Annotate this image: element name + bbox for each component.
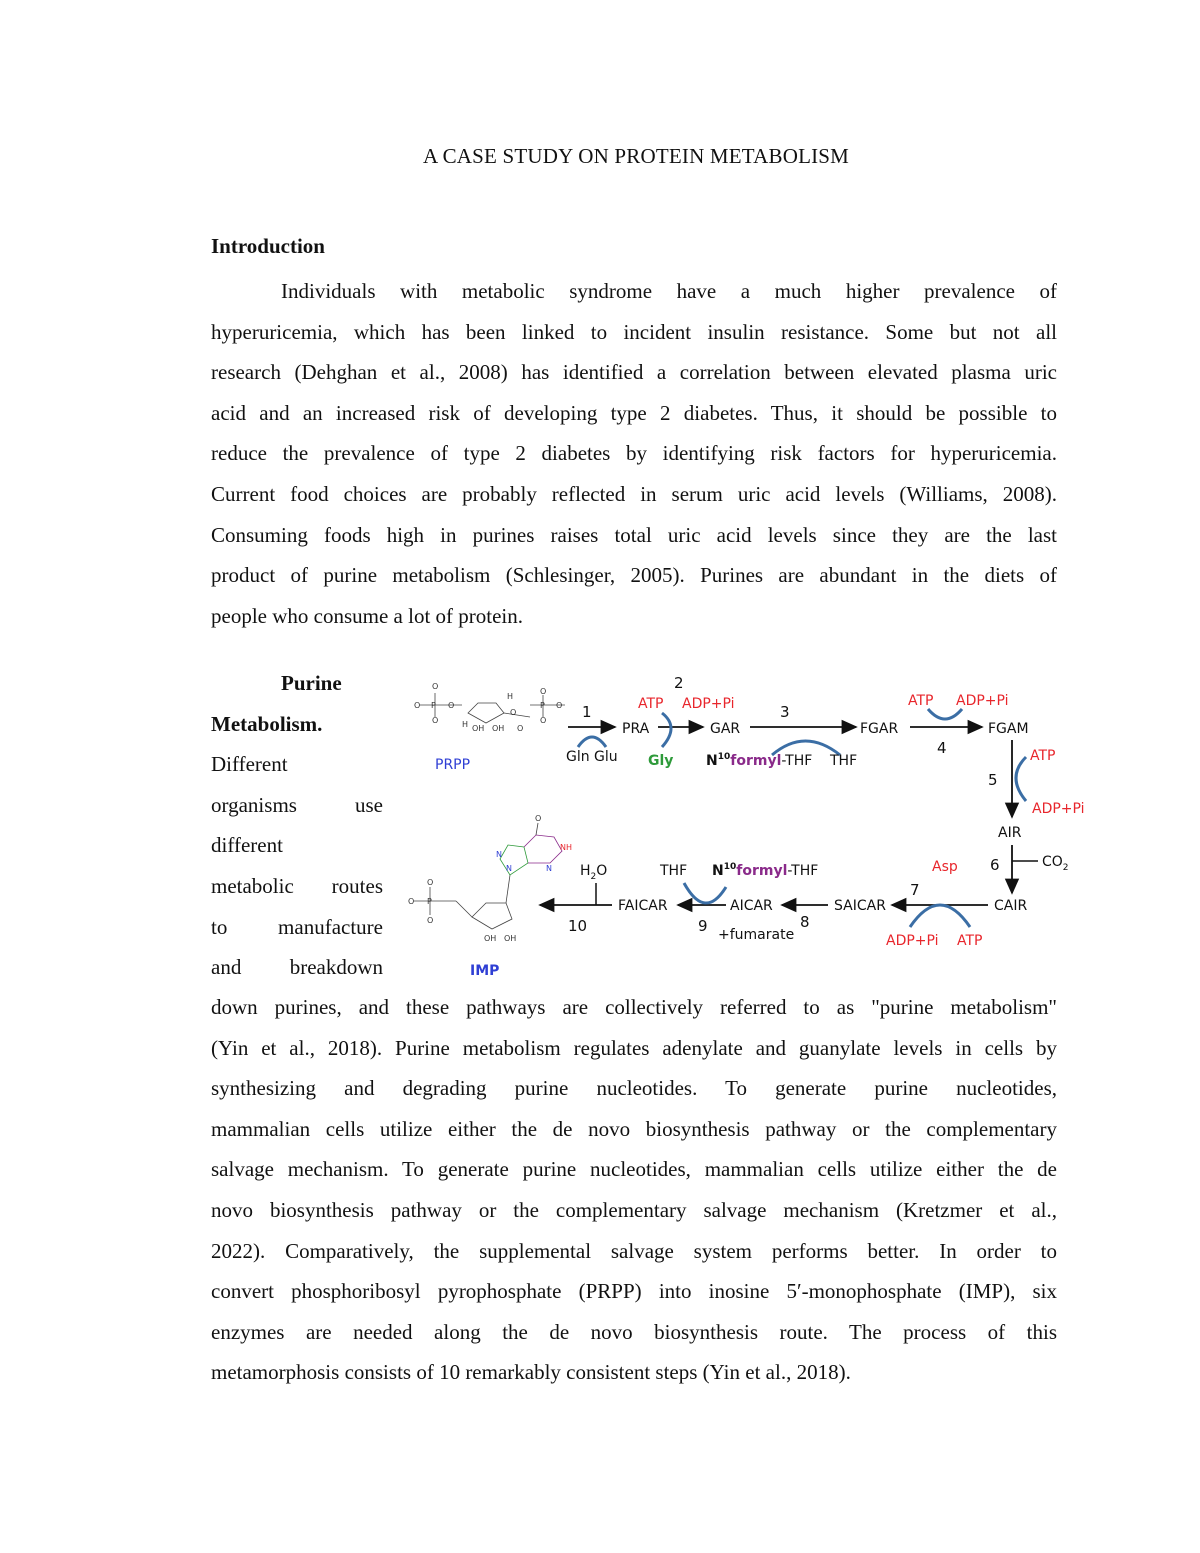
purine-side-column [211,663,383,988]
intro-heading: Introduction [211,234,325,258]
h2o-label: $H_2O$ [580,863,608,882]
svg-text:P: P [540,701,545,710]
side-line: different [211,833,283,858]
svg-text:O: O [427,916,434,925]
n10formyl-thf-label-9: $N^{10}formyl$-THF [712,862,819,879]
faicar-label: FAICAR [618,898,668,914]
prpp-label: PRPP [435,757,471,773]
adp-pi-label-5: ADP+Pi [1032,801,1085,817]
thf-label-9: THF [660,863,688,879]
svg-text:OH: OH [472,724,485,733]
fgam-label: FGAM [988,721,1029,737]
svg-text:OH: OH [504,934,517,943]
svg-text:O: O [510,708,517,717]
step-1-label: 1 [582,703,592,721]
atp-label-2: ATP [638,696,664,712]
step-5-label: 5 [988,771,998,789]
purine-pathway-diagram [400,665,1090,985]
curve-step-5 [1016,757,1026,801]
saicar-label: SAICAR [834,898,886,914]
side-line: to manufacture [211,914,383,939]
svg-text:N: N [546,864,552,873]
svg-text:NH: NH [560,843,572,852]
purine-line: synthesizing and degrading purine nucleotides. To generate purine nucleotides, [211,1076,1057,1101]
purine-subheading-cont: Metabolism. [211,711,323,736]
step-6-label: 6 [990,856,1000,874]
atp-label-4: ATP [908,693,934,709]
intro-line: research (Dehghan et al., 2008) has identified a correlation between elevated plasma uric [211,360,1057,385]
svg-text:P: P [431,701,436,710]
intro-line: Current food choices are probably reflected in serum uric acid levels (Williams, 2008). [211,481,1057,506]
side-line: organisms use [211,792,383,817]
side-line: metabolic routes [211,873,383,898]
intro-line: Individuals with metabolic syndrome have a much higher prevalence of [281,279,1057,303]
intro-line: product of purine metabolism (Schlesinger, 2005). Purines are abundant in the diets of [211,563,1057,588]
step-4-label: 4 [937,739,947,757]
prpp-atoms [414,682,562,733]
svg-text:OH: OH [484,934,497,943]
purine-line: novo biosynthesis pathway or the complementary salvage mechanism (Kretzmer et al., [211,1197,1057,1222]
svg-text:P: P [427,897,432,906]
step-3-label: 3 [780,703,790,721]
curve-step-7 [910,905,970,927]
intro-line: Consuming foods high in purines raises total uric acid levels since they are the last [211,522,1057,547]
svg-text:O: O [517,724,524,733]
svg-text:O: O [540,687,547,696]
intro-line: acid and an increased risk of developing type 2 diabetes. Thus, it should be possible to [211,400,1057,425]
imp-structure [414,823,562,929]
adp-pi-label-2: ADP+Pi [682,696,735,712]
gar-label: GAR [710,721,741,737]
curve-step-4 [928,709,962,719]
air-label: AIR [998,825,1022,841]
fgar-label: FGAR [860,721,899,737]
step-9-label: 9 [698,917,708,935]
svg-text:O: O [432,716,439,725]
adp-pi-label-7: ADP+Pi [886,933,939,949]
n10formyl-thf-label-3: $N^{10}formyl$-THF [706,752,813,769]
cair-label: CAIR [994,898,1028,914]
step-7-label: 7 [910,881,920,899]
purine-line: enzymes are needed along the de novo biosynthesis route. The process of this [211,1319,1057,1344]
thf-label-3: THF [830,753,858,769]
co2-label: $CO_2$ [1042,854,1069,873]
svg-text:O: O [427,878,434,887]
svg-text:N: N [496,850,502,859]
step-2-label: 2 [674,674,684,692]
gly-label: Gly [648,753,674,769]
intro-line: reduce the prevalence of type 2 diabetes by identifying risk factors for hyperuricemia. [211,441,1057,466]
purine-line: 2022). Comparatively, the supplemental salvage system performs better. In order to [211,1238,1057,1263]
atp-label-5: ATP [1030,748,1056,764]
aicar-label: AICAR [730,898,773,914]
svg-text:O: O [535,814,542,823]
asp-label: Asp [932,859,958,875]
svg-text:N: N [506,864,512,873]
purine-line: metamorphosis consists of 10 remarkably consistent steps (Yin et al., 2018). [211,1360,851,1385]
svg-text:O: O [540,716,547,725]
intro-paragraph [211,271,1057,636]
gln-glu-label: Gln Glu [566,749,618,765]
purine-line: mammalian cells utilize either the de novo biosynthesis pathway or the complementary [211,1116,1057,1141]
svg-text:O: O [448,701,455,710]
purine-line: salvage mechanism. To generate purine nucleotides, mammalian cells utilize either the de [211,1157,1057,1182]
side-line: and breakdown [211,955,383,980]
purine-subheading: Purine [281,671,342,695]
pra-label: PRA [622,721,650,737]
svg-text:O: O [556,701,563,710]
step-10-label: 10 [568,917,588,935]
svg-text:H: H [507,692,514,701]
purine-paragraph [211,987,1057,1393]
curve-step-2 [662,713,671,747]
intro-line: people who consume a lot of protein. [211,603,524,628]
atp-label-7: ATP [957,933,983,949]
svg-text:O: O [414,701,421,710]
purine-line: down purines, and these pathways are collectively referred to as "purine metabolism" [211,995,1057,1019]
curve-step-1 [578,737,606,747]
curve-step-9 [684,883,726,903]
imp-label: IMP [470,963,500,979]
svg-text:OH: OH [492,724,505,733]
step-8-label: 8 [800,913,810,931]
intro-line: hyperuricemia, which has been linked to incident insulin resistance. Some but not all [211,319,1057,344]
imp-atoms [408,814,572,943]
svg-text:O: O [408,897,415,906]
purine-line: convert phosphoribosyl pyrophosphate (PRPP) into inosine 5′-monophosphate (IMP), six [211,1279,1057,1304]
svg-text:H: H [462,720,469,729]
fumarate-label: +fumarate [718,927,795,943]
svg-text:O: O [432,682,439,691]
side-line: Different [211,752,288,777]
document-title: A CASE STUDY ON PROTEIN METABOLISM [422,144,850,168]
purine-line: (Yin et al., 2018). Purine metabolism regulates adenylate and guanylate levels in cells by [211,1035,1057,1060]
adp-pi-label-4: ADP+Pi [956,693,1009,709]
